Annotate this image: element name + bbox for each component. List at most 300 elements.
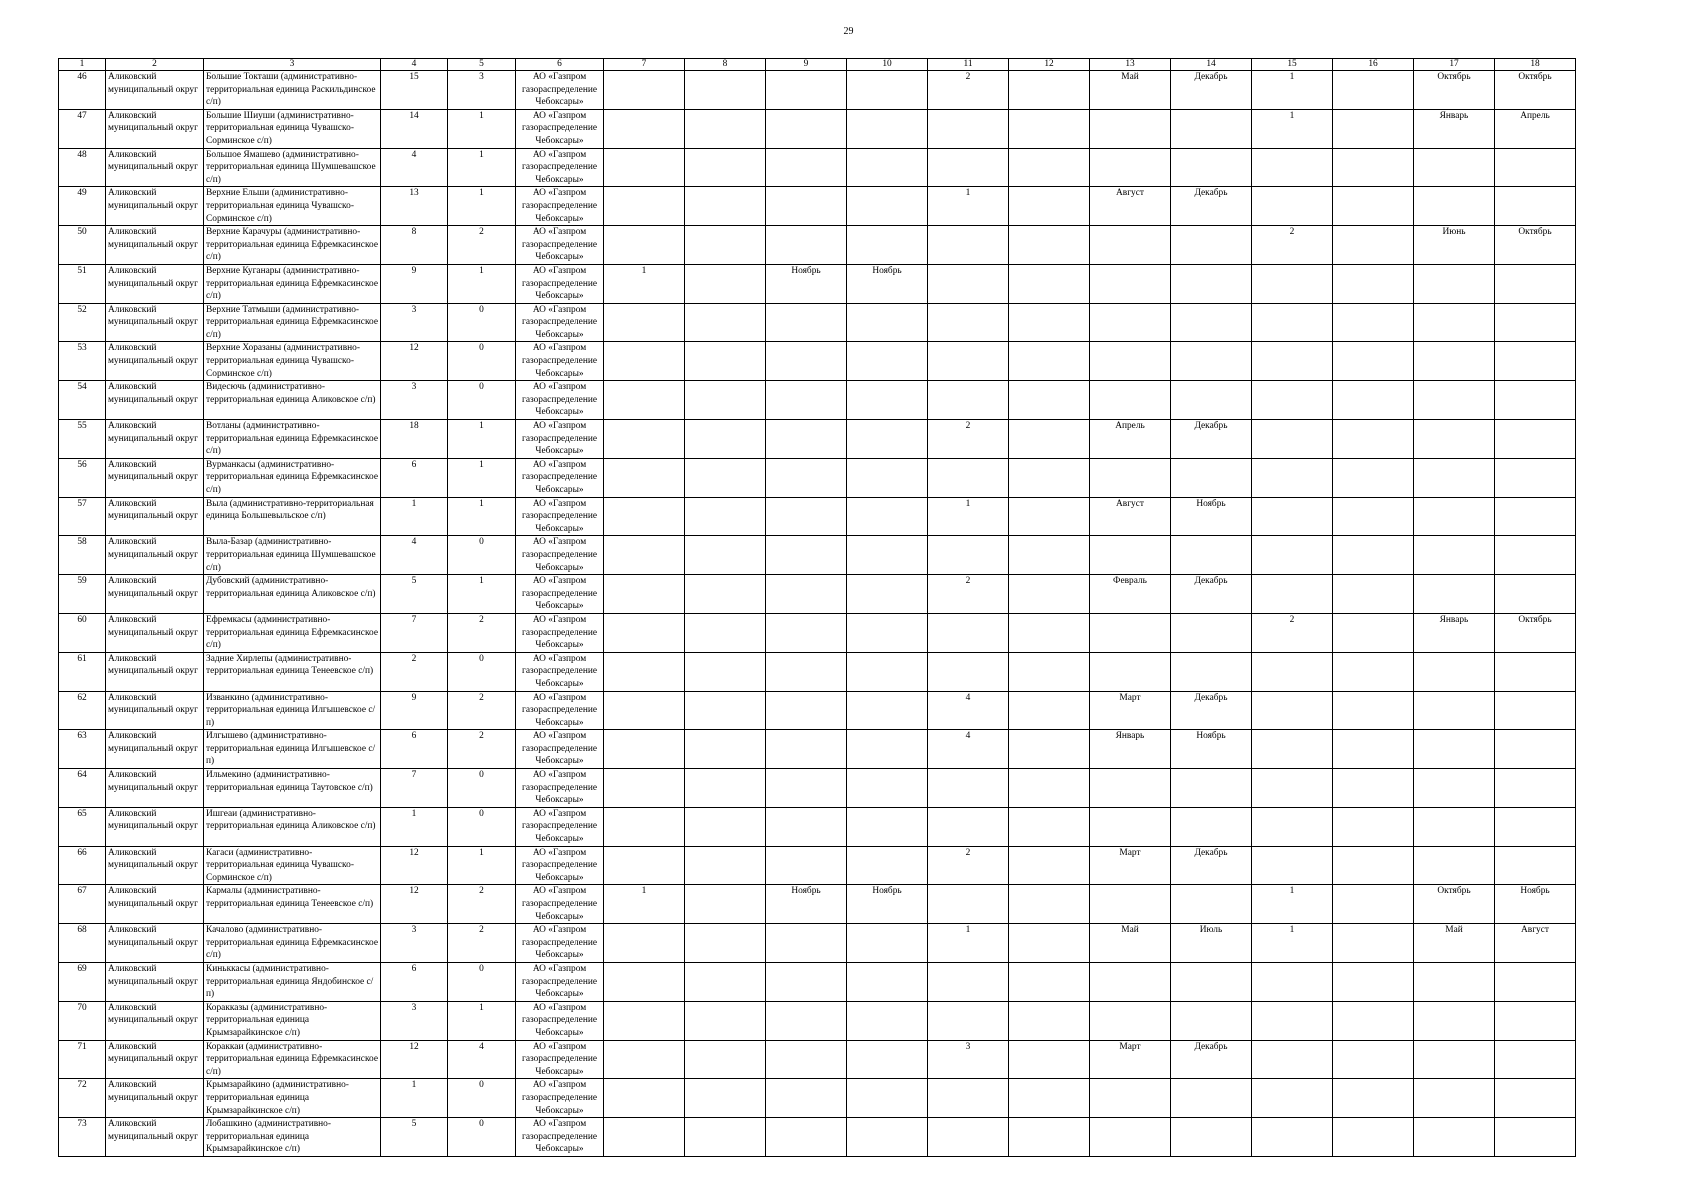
table-cell-col-5: 1 xyxy=(448,264,516,303)
table-cell-col-11 xyxy=(928,536,1009,575)
table-row xyxy=(59,730,1576,769)
column-header-17: 17 xyxy=(1414,59,1495,71)
table-cell-col-13: Март xyxy=(1090,1040,1171,1079)
table-cell-col-16 xyxy=(1333,264,1414,303)
table-cell-col-8 xyxy=(685,1118,766,1157)
table-cell-col-18 xyxy=(1495,148,1576,187)
table-row xyxy=(59,1040,1576,1079)
table-cell-col-8 xyxy=(685,962,766,1001)
table-cell-col-13: Январь xyxy=(1090,730,1171,769)
table-cell-col-7 xyxy=(604,730,685,769)
table-cell-col-5: 1 xyxy=(448,148,516,187)
table-cell-col-17 xyxy=(1414,187,1495,226)
table-cell-col-6: АО «Газпром газораспределение Чебоксары» xyxy=(516,187,604,226)
table-cell-col-11: 1 xyxy=(928,497,1009,536)
table-row xyxy=(59,458,1576,497)
table-cell-col-15: 2 xyxy=(1252,613,1333,652)
table-cell-col-7 xyxy=(604,1079,685,1118)
table-cell-col-16 xyxy=(1333,536,1414,575)
table-cell-col-16 xyxy=(1333,652,1414,691)
table-cell-col-12 xyxy=(1009,109,1090,148)
table-cell-col-12 xyxy=(1009,303,1090,342)
table-cell-col-5: 0 xyxy=(448,1118,516,1157)
table-cell-col-17 xyxy=(1414,264,1495,303)
table-cell-col-10 xyxy=(847,769,928,808)
table-cell-col-2: Аликовский муниципальный округ xyxy=(106,1040,204,1079)
table-cell-col-5: 1 xyxy=(448,846,516,885)
table-cell-col-4: 1 xyxy=(381,497,448,536)
table-cell-col-2: Аликовский муниципальный округ xyxy=(106,458,204,497)
table-cell-col-5: 0 xyxy=(448,807,516,846)
table-cell-col-8 xyxy=(685,497,766,536)
table-cell-col-10 xyxy=(847,187,928,226)
table-cell-col-11 xyxy=(928,1118,1009,1157)
table-cell-col-14 xyxy=(1171,613,1252,652)
table-cell-col-7 xyxy=(604,1001,685,1040)
table-cell-col-9 xyxy=(766,187,847,226)
table-cell-col-7 xyxy=(604,769,685,808)
table-cell-col-3: Верхние Татмыши (административно-территориальная единица Ефремкасинское с/п) xyxy=(204,303,381,342)
table-cell-col-3: Верхние Ельши (административно-территориальная единица Чувашско-Сорминское с/п) xyxy=(204,187,381,226)
table-cell-col-13 xyxy=(1090,226,1171,265)
table-cell-col-13 xyxy=(1090,1001,1171,1040)
table-cell-col-3: Изванкино (административно-территориальная единица Илгышевское с/п) xyxy=(204,691,381,730)
table-cell-col-7 xyxy=(604,575,685,614)
table-cell-col-5: 1 xyxy=(448,420,516,459)
table-cell-col-5: 4 xyxy=(448,1040,516,1079)
table-cell-col-4: 12 xyxy=(381,342,448,381)
table-cell-col-16 xyxy=(1333,458,1414,497)
table-cell-col-3: Крымзарайкино (административно-территориальная единица Крымзарайкинское с/п) xyxy=(204,1079,381,1118)
table-cell-col-14 xyxy=(1171,458,1252,497)
table-cell-col-8 xyxy=(685,148,766,187)
table-cell-col-18 xyxy=(1495,769,1576,808)
table-cell-col-5: 1 xyxy=(448,458,516,497)
table-cell-col-12 xyxy=(1009,342,1090,381)
table-cell-col-2: Аликовский муниципальный округ xyxy=(106,148,204,187)
table-cell-col-4: 6 xyxy=(381,458,448,497)
table-cell-col-7 xyxy=(604,924,685,963)
table-cell-col-8 xyxy=(685,187,766,226)
table-cell-col-3: Большие Шиуши (административно-территориальная единица Чувашско-Сорминское с/п) xyxy=(204,109,381,148)
table-cell-col-10 xyxy=(847,730,928,769)
table-cell-col-17: Октябрь xyxy=(1414,71,1495,110)
table-cell-col-4: 14 xyxy=(381,109,448,148)
table-cell-col-16 xyxy=(1333,1001,1414,1040)
table-cell-col-5: 1 xyxy=(448,109,516,148)
table-cell-col-16 xyxy=(1333,1040,1414,1079)
table-cell-col-6: АО «Газпром газораспределение Чебоксары» xyxy=(516,924,604,963)
table-cell-col-10: Ноябрь xyxy=(847,885,928,924)
table-cell-col-8 xyxy=(685,1001,766,1040)
table-cell-col-8 xyxy=(685,381,766,420)
table-cell-col-1: 50 xyxy=(59,226,106,265)
table-cell-col-10 xyxy=(847,109,928,148)
table-cell-col-12 xyxy=(1009,769,1090,808)
table-cell-col-17 xyxy=(1414,1040,1495,1079)
table-cell-col-12 xyxy=(1009,226,1090,265)
table-cell-col-10 xyxy=(847,71,928,110)
table-cell-col-4: 4 xyxy=(381,536,448,575)
table-cell-col-14: Ноябрь xyxy=(1171,497,1252,536)
table-cell-col-18: Октябрь xyxy=(1495,71,1576,110)
table-row xyxy=(59,613,1576,652)
table-cell-col-6: АО «Газпром газораспределение Чебоксары» xyxy=(516,1040,604,1079)
table-cell-col-9 xyxy=(766,148,847,187)
table-cell-col-13 xyxy=(1090,264,1171,303)
table-cell-col-10 xyxy=(847,148,928,187)
table-cell-col-7 xyxy=(604,109,685,148)
table-cell-col-15 xyxy=(1252,807,1333,846)
table-cell-col-14 xyxy=(1171,536,1252,575)
table-cell-col-5: 2 xyxy=(448,691,516,730)
table-cell-col-5: 0 xyxy=(448,381,516,420)
table-cell-col-3: Кораккаи (административно-территориальная единица Ефремкасинское с/п) xyxy=(204,1040,381,1079)
table-cell-col-13 xyxy=(1090,1079,1171,1118)
table-cell-col-18 xyxy=(1495,1001,1576,1040)
table-cell-col-3: Ильмекино (административно-территориальная единица Таутовское с/п) xyxy=(204,769,381,808)
table-cell-col-8 xyxy=(685,807,766,846)
table-cell-col-4: 3 xyxy=(381,1001,448,1040)
table-cell-col-12 xyxy=(1009,575,1090,614)
table-cell-col-12 xyxy=(1009,264,1090,303)
table-cell-col-18 xyxy=(1495,381,1576,420)
column-header-3: 3 xyxy=(204,59,381,71)
table-cell-col-11 xyxy=(928,652,1009,691)
table-cell-col-4: 12 xyxy=(381,1040,448,1079)
table-cell-col-16 xyxy=(1333,109,1414,148)
table-cell-col-1: 65 xyxy=(59,807,106,846)
table-cell-col-18 xyxy=(1495,264,1576,303)
table-cell-col-9 xyxy=(766,420,847,459)
table-cell-col-11: 2 xyxy=(928,420,1009,459)
table-row xyxy=(59,769,1576,808)
table-cell-col-18 xyxy=(1495,420,1576,459)
table-cell-col-13 xyxy=(1090,458,1171,497)
table-cell-col-18 xyxy=(1495,962,1576,1001)
table-cell-col-8 xyxy=(685,652,766,691)
table-cell-col-3: Кармалы (административно-территориальная единица Тенеевское с/п) xyxy=(204,885,381,924)
table-cell-col-17 xyxy=(1414,1001,1495,1040)
table-cell-col-9 xyxy=(766,575,847,614)
table-cell-col-1: 55 xyxy=(59,420,106,459)
table-cell-col-14 xyxy=(1171,264,1252,303)
table-cell-col-6: АО «Газпром газораспределение Чебоксары» xyxy=(516,652,604,691)
table-cell-col-7 xyxy=(604,381,685,420)
table-cell-col-10 xyxy=(847,924,928,963)
table-row xyxy=(59,1118,1576,1157)
table-cell-col-9 xyxy=(766,807,847,846)
table-cell-col-3: Илгышево (административно-территориальная единица Илгышевское с/п) xyxy=(204,730,381,769)
table-cell-col-3: Дубовский (административно-территориальная единица Аликовское с/п) xyxy=(204,575,381,614)
table-cell-col-12 xyxy=(1009,652,1090,691)
table-cell-col-11 xyxy=(928,381,1009,420)
table-cell-col-10 xyxy=(847,1079,928,1118)
table-cell-col-11 xyxy=(928,885,1009,924)
table-cell-col-14 xyxy=(1171,109,1252,148)
table-cell-col-17: Май xyxy=(1414,924,1495,963)
table-cell-col-14 xyxy=(1171,769,1252,808)
table-cell-col-18 xyxy=(1495,497,1576,536)
table-cell-col-8 xyxy=(685,303,766,342)
table-cell-col-9 xyxy=(766,497,847,536)
table-cell-col-13 xyxy=(1090,342,1171,381)
table-cell-col-4: 6 xyxy=(381,962,448,1001)
table-cell-col-6: АО «Газпром газораспределение Чебоксары» xyxy=(516,381,604,420)
table-cell-col-15 xyxy=(1252,1001,1333,1040)
table-cell-col-3: Лобашкино (административно-территориальная единица Крымзарайкинское с/п) xyxy=(204,1118,381,1157)
table-cell-col-1: 59 xyxy=(59,575,106,614)
table-cell-col-10 xyxy=(847,342,928,381)
table-cell-col-8 xyxy=(685,264,766,303)
table-cell-col-13 xyxy=(1090,1118,1171,1157)
table-cell-col-10 xyxy=(847,846,928,885)
table-cell-col-12 xyxy=(1009,381,1090,420)
table-cell-col-12 xyxy=(1009,1040,1090,1079)
column-header-1: 1 xyxy=(59,59,106,71)
table-cell-col-7 xyxy=(604,497,685,536)
table-cell-col-2: Аликовский муниципальный округ xyxy=(106,962,204,1001)
table-cell-col-17 xyxy=(1414,381,1495,420)
table-cell-col-14 xyxy=(1171,148,1252,187)
table-cell-col-11 xyxy=(928,1001,1009,1040)
table-cell-col-15 xyxy=(1252,1079,1333,1118)
table-cell-col-4: 15 xyxy=(381,71,448,110)
table-cell-col-13 xyxy=(1090,885,1171,924)
table-cell-col-4: 3 xyxy=(381,924,448,963)
table-cell-col-4: 1 xyxy=(381,1079,448,1118)
column-header-18: 18 xyxy=(1495,59,1576,71)
table-cell-col-11 xyxy=(928,148,1009,187)
table-cell-col-6: АО «Газпром газораспределение Чебоксары» xyxy=(516,148,604,187)
table-cell-col-11 xyxy=(928,769,1009,808)
table-cell-col-13 xyxy=(1090,148,1171,187)
table-cell-col-4: 18 xyxy=(381,420,448,459)
table-cell-col-2: Аликовский муниципальный округ xyxy=(106,1001,204,1040)
table-cell-col-15 xyxy=(1252,420,1333,459)
table-cell-col-17: Октябрь xyxy=(1414,885,1495,924)
table-cell-col-8 xyxy=(685,109,766,148)
table-cell-col-8 xyxy=(685,1079,766,1118)
table-cell-col-4: 8 xyxy=(381,226,448,265)
table-cell-col-16 xyxy=(1333,885,1414,924)
table-cell-col-14: Декабрь xyxy=(1171,187,1252,226)
table-cell-col-1: 66 xyxy=(59,846,106,885)
table-cell-col-15: 1 xyxy=(1252,109,1333,148)
table-cell-col-1: 49 xyxy=(59,187,106,226)
column-header-5: 5 xyxy=(448,59,516,71)
page-number: 29 xyxy=(843,26,854,37)
table-cell-col-7 xyxy=(604,846,685,885)
table-cell-col-1: 58 xyxy=(59,536,106,575)
table-cell-col-2: Аликовский муниципальный округ xyxy=(106,381,204,420)
table-cell-col-9: Ноябрь xyxy=(766,264,847,303)
table-row xyxy=(59,303,1576,342)
table-cell-col-2: Аликовский муниципальный округ xyxy=(106,885,204,924)
column-header-4: 4 xyxy=(381,59,448,71)
table-cell-col-9 xyxy=(766,109,847,148)
table-cell-col-4: 7 xyxy=(381,769,448,808)
table-cell-col-1: 68 xyxy=(59,924,106,963)
table-cell-col-2: Аликовский муниципальный округ xyxy=(106,342,204,381)
table-cell-col-7 xyxy=(604,71,685,110)
table-cell-col-2: Аликовский муниципальный округ xyxy=(106,769,204,808)
table-cell-col-14 xyxy=(1171,1079,1252,1118)
table-cell-col-6: АО «Газпром газораспределение Чебоксары» xyxy=(516,885,604,924)
table-row xyxy=(59,536,1576,575)
table-cell-col-4: 12 xyxy=(381,846,448,885)
table-cell-col-14 xyxy=(1171,652,1252,691)
table-cell-col-4: 12 xyxy=(381,885,448,924)
table-cell-col-11: 2 xyxy=(928,846,1009,885)
table-cell-col-11 xyxy=(928,458,1009,497)
table-cell-col-5: 2 xyxy=(448,885,516,924)
table-cell-col-8 xyxy=(685,71,766,110)
table-cell-col-7 xyxy=(604,420,685,459)
table-cell-col-2: Аликовский муниципальный округ xyxy=(106,264,204,303)
table-cell-col-5: 2 xyxy=(448,613,516,652)
table-cell-col-17 xyxy=(1414,148,1495,187)
table-cell-col-17 xyxy=(1414,1118,1495,1157)
table-cell-col-1: 70 xyxy=(59,1001,106,1040)
table-row xyxy=(59,420,1576,459)
table-cell-col-1: 46 xyxy=(59,71,106,110)
table-cell-col-11 xyxy=(928,962,1009,1001)
table-cell-col-10 xyxy=(847,497,928,536)
table-cell-col-15 xyxy=(1252,730,1333,769)
table-cell-col-11: 1 xyxy=(928,924,1009,963)
table-cell-col-3: Вурманкасы (административно-территориальная единица Ефремкасинское с/п) xyxy=(204,458,381,497)
table-cell-col-2: Аликовский муниципальный округ xyxy=(106,226,204,265)
table-cell-col-16 xyxy=(1333,420,1414,459)
table-cell-col-10 xyxy=(847,613,928,652)
table-row xyxy=(59,885,1576,924)
table-cell-col-3: Кагаси (административно-территориальная единица Чувашско-Сорминское с/п) xyxy=(204,846,381,885)
table-cell-col-5: 3 xyxy=(448,71,516,110)
table-cell-col-12 xyxy=(1009,846,1090,885)
table-cell-col-15 xyxy=(1252,303,1333,342)
table-cell-col-15 xyxy=(1252,264,1333,303)
table-cell-col-10 xyxy=(847,303,928,342)
table-cell-col-15 xyxy=(1252,342,1333,381)
table-cell-col-7 xyxy=(604,187,685,226)
table-cell-col-6: АО «Газпром газораспределение Чебоксары» xyxy=(516,1079,604,1118)
table-cell-col-5: 1 xyxy=(448,497,516,536)
table-cell-col-13: Август xyxy=(1090,187,1171,226)
table-cell-col-16 xyxy=(1333,807,1414,846)
table-cell-col-1: 53 xyxy=(59,342,106,381)
table-cell-col-8 xyxy=(685,924,766,963)
table-cell-col-4: 9 xyxy=(381,691,448,730)
table-cell-col-9 xyxy=(766,458,847,497)
table-cell-col-7 xyxy=(604,613,685,652)
table-cell-col-17 xyxy=(1414,420,1495,459)
table-cell-col-16 xyxy=(1333,303,1414,342)
table-cell-col-8 xyxy=(685,885,766,924)
table-cell-col-15 xyxy=(1252,148,1333,187)
table-cell-col-12 xyxy=(1009,962,1090,1001)
table-cell-col-17: Июнь xyxy=(1414,226,1495,265)
table-cell-col-9 xyxy=(766,1040,847,1079)
table-cell-col-5: 1 xyxy=(448,575,516,614)
table-cell-col-3: Киньккасы (административно-территориальная единица Яндобинское с/п) xyxy=(204,962,381,1001)
table-cell-col-15: 1 xyxy=(1252,924,1333,963)
table-cell-col-8 xyxy=(685,536,766,575)
table-cell-col-16 xyxy=(1333,71,1414,110)
table-cell-col-2: Аликовский муниципальный округ xyxy=(106,613,204,652)
table-cell-col-4: 6 xyxy=(381,730,448,769)
table-cell-col-1: 56 xyxy=(59,458,106,497)
table-cell-col-16 xyxy=(1333,730,1414,769)
table-cell-col-18 xyxy=(1495,536,1576,575)
table-cell-col-18 xyxy=(1495,1118,1576,1157)
table-cell-col-7 xyxy=(604,1118,685,1157)
table-cell-col-3: Верхние Куганары (административно-территориальная единица Ефремкасинское с/п) xyxy=(204,264,381,303)
column-header-6: 6 xyxy=(516,59,604,71)
table-cell-col-9 xyxy=(766,691,847,730)
table-cell-col-18: Апрель xyxy=(1495,109,1576,148)
table-cell-col-8 xyxy=(685,226,766,265)
table-cell-col-11 xyxy=(928,613,1009,652)
table-cell-col-6: АО «Газпром газораспределение Чебоксары» xyxy=(516,962,604,1001)
table-row xyxy=(59,226,1576,265)
table-cell-col-8 xyxy=(685,691,766,730)
table-cell-col-15 xyxy=(1252,846,1333,885)
table-cell-col-6: АО «Газпром газораспределение Чебоксары» xyxy=(516,613,604,652)
table-cell-col-3: Выла-Базар (административно-территориальная единица Шумшевашское с/п) xyxy=(204,536,381,575)
table-cell-col-18: Октябрь xyxy=(1495,226,1576,265)
table-cell-col-9 xyxy=(766,1079,847,1118)
table-row xyxy=(59,1079,1576,1118)
table-row xyxy=(59,846,1576,885)
table-cell-col-9 xyxy=(766,381,847,420)
table-cell-col-17 xyxy=(1414,458,1495,497)
table-cell-col-8 xyxy=(685,420,766,459)
table-cell-col-18 xyxy=(1495,1079,1576,1118)
table-cell-col-16 xyxy=(1333,924,1414,963)
table-cell-col-4: 13 xyxy=(381,187,448,226)
table-cell-col-13: Март xyxy=(1090,846,1171,885)
table-cell-col-6: АО «Газпром газораспределение Чебоксары» xyxy=(516,264,604,303)
table-cell-col-6: АО «Газпром газораспределение Чебоксары» xyxy=(516,226,604,265)
table-row xyxy=(59,1001,1576,1040)
table-row xyxy=(59,381,1576,420)
table-row xyxy=(59,497,1576,536)
table-cell-col-4: 7 xyxy=(381,613,448,652)
column-header-10: 10 xyxy=(847,59,928,71)
table-cell-col-5: 1 xyxy=(448,1001,516,1040)
table-cell-col-5: 0 xyxy=(448,962,516,1001)
table-cell-col-13: Апрель xyxy=(1090,420,1171,459)
table-cell-col-12 xyxy=(1009,1079,1090,1118)
table-cell-col-17 xyxy=(1414,846,1495,885)
table-cell-col-15 xyxy=(1252,536,1333,575)
table-cell-col-1: 62 xyxy=(59,691,106,730)
table-cell-col-11 xyxy=(928,226,1009,265)
table-cell-col-15 xyxy=(1252,769,1333,808)
table-cell-col-12 xyxy=(1009,1118,1090,1157)
table-cell-col-5: 2 xyxy=(448,924,516,963)
table-cell-col-1: 54 xyxy=(59,381,106,420)
table-cell-col-16 xyxy=(1333,769,1414,808)
table-cell-col-7: 1 xyxy=(604,264,685,303)
table-cell-col-8 xyxy=(685,1040,766,1079)
table-cell-col-11: 2 xyxy=(928,71,1009,110)
table-cell-col-15: 1 xyxy=(1252,885,1333,924)
table-cell-col-10 xyxy=(847,226,928,265)
table-cell-col-5: 2 xyxy=(448,226,516,265)
table-cell-col-9 xyxy=(766,962,847,1001)
